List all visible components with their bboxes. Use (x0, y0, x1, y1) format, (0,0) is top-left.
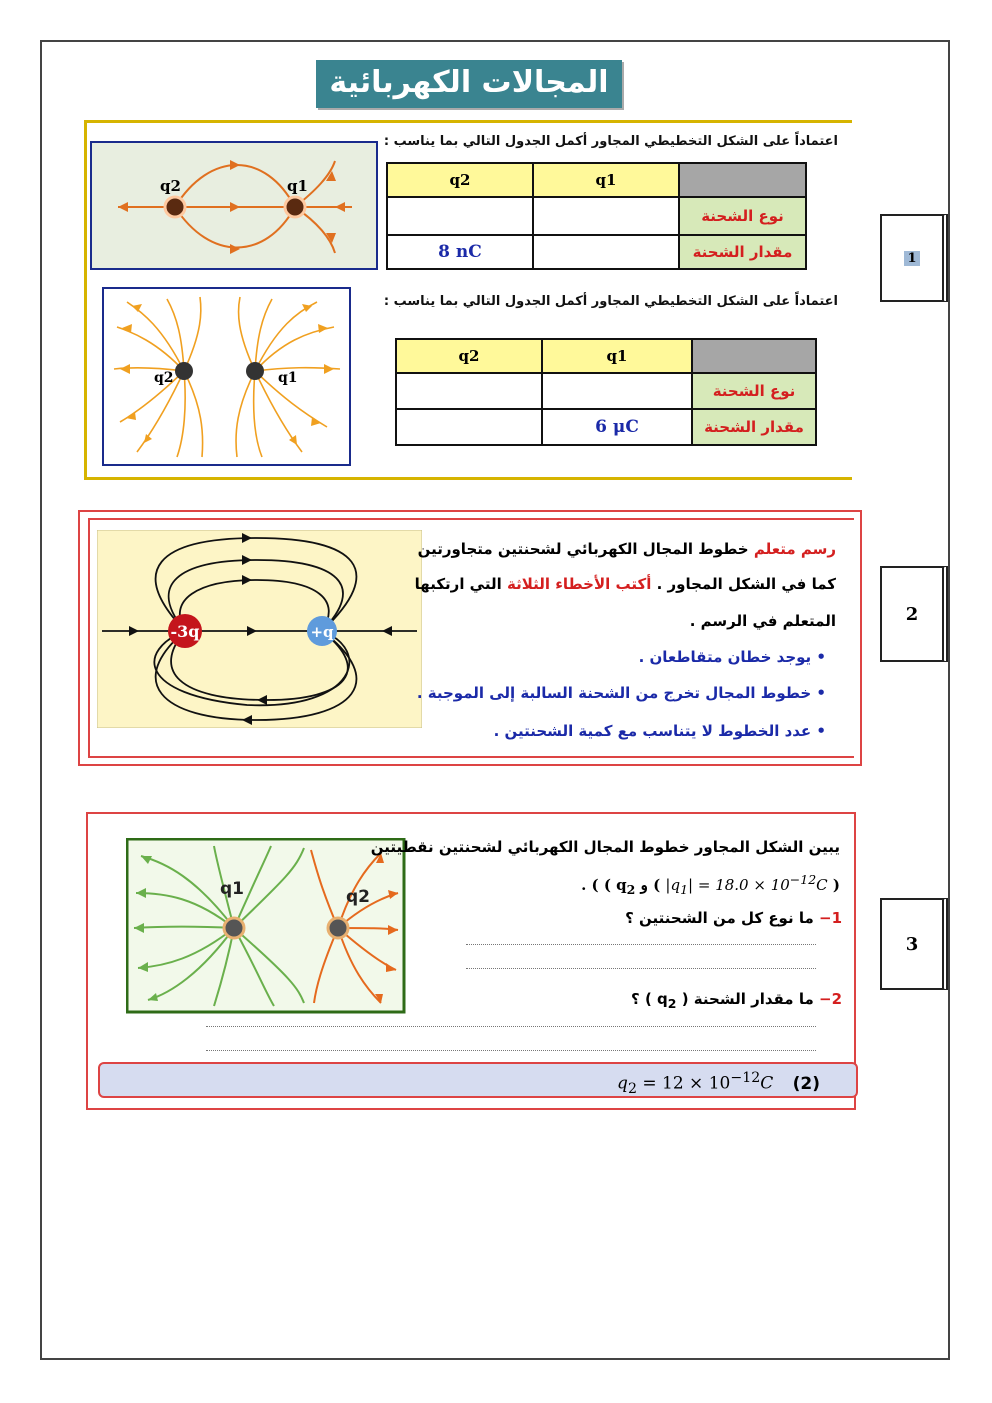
q1b-field-figure (102, 287, 352, 467)
q1a-magnitude-q2[interactable]: 8 nC (387, 235, 533, 269)
q1b-header-blank (692, 339, 816, 373)
q2-bullet-1: • يوجد خطان متقاطعان . (638, 648, 826, 666)
q1a-fig-label-q2: q2 (160, 177, 181, 195)
q1a-magnitude-label: مقدار الشحنة (679, 235, 806, 269)
q3-given: ( $|q_1| = 18.0 \times 10^{-12}C$ ) و ( $q_2$ ) . (581, 872, 840, 897)
q2-fig-label-pos: +q (310, 623, 334, 641)
q2-field-figure (97, 530, 422, 728)
q1b-table (395, 338, 817, 446)
q3-answer-line-4[interactable] (206, 1050, 816, 1051)
question-3-number-box (880, 898, 948, 990)
q2-line-2-start: كما في الشكل المجاور . (656, 575, 836, 593)
q2-line-2-end: التي ارتكبها (414, 575, 502, 593)
q3-fig-label-q1: q1 (220, 879, 244, 899)
q1b-magnitude-q2[interactable] (396, 409, 542, 445)
question-2-number-box (880, 566, 948, 662)
q1a-magnitude-q1[interactable] (533, 235, 679, 269)
q1b-type-label: نوع الشحنة (692, 373, 816, 409)
q3-answer-line-2[interactable] (466, 968, 816, 969)
q1a-table (386, 162, 807, 270)
q1b-fig-label-q2: q2 (154, 370, 174, 386)
q3-answer-box (98, 1062, 858, 1098)
q1a-instruction: اعتماداً على الشكل التخطيطي المجاور أكمل الجدول التالي بما يناسب : (383, 134, 838, 149)
q3-answer-line-1[interactable] (466, 944, 816, 945)
q3-sub-question-2: 2− ما مقدار الشحنة ( $q_2$ ) ؟ (631, 990, 842, 1011)
q1b-fig-label-q1: q1 (278, 370, 298, 386)
q1a-type-q1[interactable] (533, 197, 679, 235)
question-3-number: 3 (905, 933, 919, 955)
q1b-instruction: اعتماداً على الشكل التخطيطي المجاور أكمل الجدول التالي بما يناسب : (383, 294, 838, 309)
q1b-magnitude-q1[interactable]: 6 μC (542, 409, 692, 445)
q3-fig-label-q2: q2 (346, 887, 370, 907)
q1a-header-blank (679, 163, 806, 197)
q1a-fig-label-q1: q1 (287, 177, 308, 195)
question-2-number: 2 (905, 603, 919, 625)
q1a-type-q2[interactable] (387, 197, 533, 235)
q1a-header-q1: q1 (533, 163, 679, 197)
q1a-header-q2: q2 (387, 163, 533, 197)
q1a-field-figure (90, 141, 380, 271)
question-1-number: 1 (904, 251, 919, 266)
q3-answer-line-3[interactable] (206, 1026, 816, 1027)
q2-line-1-red: رسم متعلم (753, 540, 836, 558)
q1b-header-q1: q1 (542, 339, 692, 373)
q3-field-figure (126, 838, 406, 1014)
q2-bullet-2: • خطوط المجال تخرج من الشحنة السالبة إلى الموجبة . (416, 684, 826, 702)
q2-line-3: المتعلم في الرسم . (689, 612, 836, 630)
q1b-type-q2[interactable] (396, 373, 542, 409)
q3-answer: $q_2 = 12 \times 10^{-12}C$ (2) (617, 1070, 820, 1098)
question-1-number-box (880, 214, 948, 302)
q2-line-1 (418, 540, 836, 558)
q2-bullet-3: • عدد الخطوط لا يتناسب مع كمية الشحنتين . (493, 722, 826, 740)
q2-line-1-rest: خطوط المجال الكهربائي لشحنتين متجاورتين (417, 540, 749, 558)
q2-line-2 (415, 575, 836, 593)
q3-intro: يبين الشكل المجاور خطوط المجال الكهربائي لشحنتين نقطيتين (370, 838, 840, 856)
q1b-header-q2: q2 (396, 339, 542, 373)
q1a-type-label: نوع الشحنة (679, 197, 806, 235)
q1b-type-q1[interactable] (542, 373, 692, 409)
q1b-magnitude-label: مقدار الشحنة (692, 409, 816, 445)
q2-line-2-red: أكتب الأخطاء الثلاثة (507, 575, 652, 593)
page-title: المجالات الكهربائية (316, 60, 622, 108)
q2-fig-label-neg: -3q (170, 622, 200, 641)
q3-sub-question-1: 1− ما نوع كل من الشحنتين ؟ (625, 909, 842, 927)
